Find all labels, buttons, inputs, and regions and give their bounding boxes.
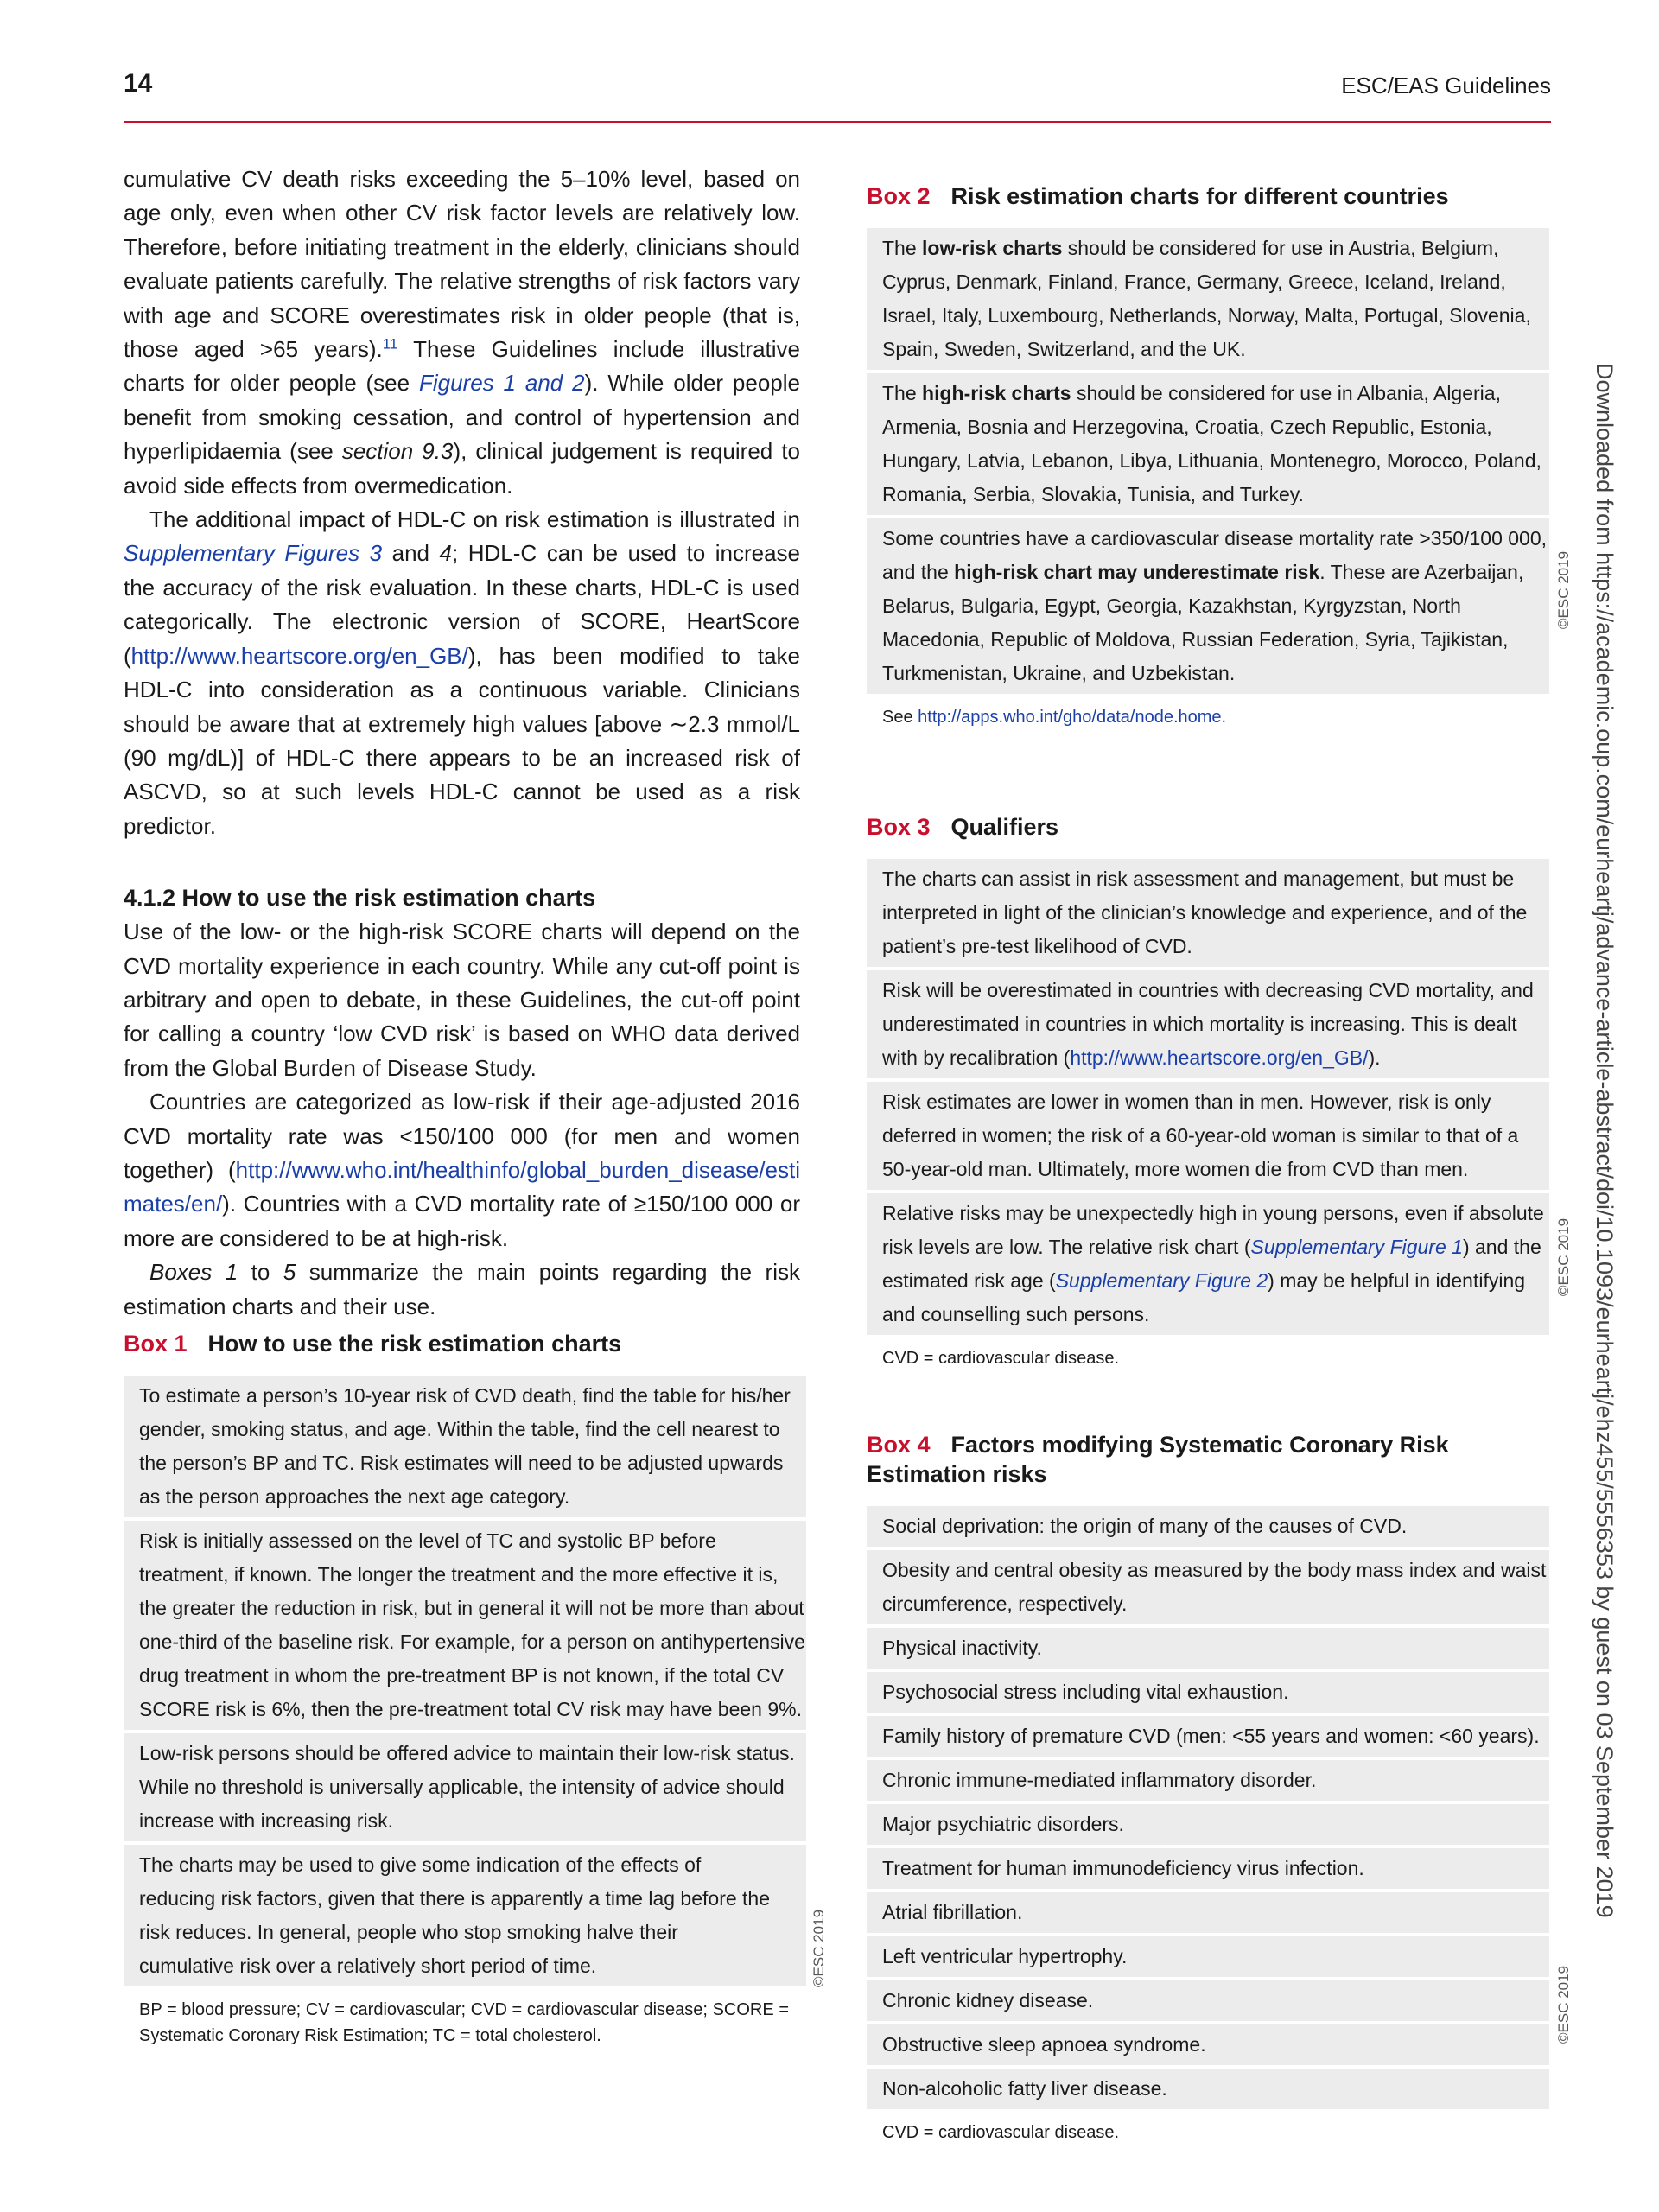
supplementary-figure-2-link[interactable]: Supplementary Figure 2 xyxy=(1055,1269,1268,1292)
running-title: ESC/EAS Guidelines xyxy=(1341,73,1551,99)
box-4-row: Major psychiatric disorders. xyxy=(867,1804,1549,1845)
box-1-footnote: BP = blood pressure; CV = cardiovascular; CVD = cardiovascular disease; SCORE = Systematic Coronary Risk Estimation; TC = total cholesterol. xyxy=(139,2000,789,2045)
left-column xyxy=(124,162,800,1324)
paragraph-boxes xyxy=(124,1255,800,1324)
page-header xyxy=(124,69,1551,104)
box-4-row: Non-alcoholic fatty liver disease. xyxy=(867,2069,1549,2109)
box-4-label: Box 4 xyxy=(867,1432,931,1458)
text: These Guidelines include illustrative charts for older people (see xyxy=(124,336,800,397)
box-4-footnote: CVD = cardiovascular disease. xyxy=(882,2123,1120,2142)
text: ) and the estimated risk age ( xyxy=(882,1236,1541,1292)
box-4-row: Chronic kidney disease. xyxy=(867,1980,1549,2021)
box-3-row: Risk estimates are lower in women than in men. However, risk is only deferred in women; the risk of a 60-year-old woman is similar to that of a 50-year-old man. Ultimately, more women die from CVD than men. xyxy=(867,1082,1549,1190)
box-4-row: Atrial fibrillation. xyxy=(867,1892,1549,1933)
heartscore-link[interactable]: http://www.heartscore.org/en_GB/ xyxy=(130,642,468,669)
box-2-row-high-risk xyxy=(867,373,1549,515)
header-rule xyxy=(124,121,1551,123)
box-1-row: Low-risk persons should be offered advice to maintain their low-risk status. While no threshold is universally applicable, the intensity of advice should increase with increasing risk. xyxy=(124,1733,806,1841)
box-4-row: Chronic immune-mediated inflammatory disorder. xyxy=(867,1760,1549,1801)
box-4-title-text: Factors modifying Systematic Coronary Risk Estimation risks xyxy=(867,1432,1449,1487)
who-link[interactable]: http://www.who.int/healthinfo/global_burden_disease/estimates/en/ xyxy=(124,1156,800,1217)
box-4-row: Obstructive sleep apnoea syndrome. xyxy=(867,2024,1549,2065)
text: Relative risks may be unexpectedly high in young persons, even if absolute risk levels are low. The relative risk chart ( xyxy=(882,1202,1544,1258)
supplementary-figure-1-link[interactable]: Supplementary Figure 1 xyxy=(1250,1236,1463,1258)
box-2-row-very-high xyxy=(867,518,1549,694)
reference-11[interactable]: 11 xyxy=(382,335,398,353)
paragraph-elderly-risk xyxy=(124,162,800,503)
text: ). While older people benefit from smoking cessation, and control of hypertension and hyperlipidaemia (see xyxy=(124,370,801,465)
box-3-row: The charts can assist in risk assessment and management, but must be interpreted in light of the clinician’s knowledge and experience, and of the patient’s pre-test likelihood of CVD. xyxy=(867,859,1549,967)
paragraph-countries xyxy=(124,1085,800,1255)
text: The xyxy=(882,382,923,404)
esc-watermark: ©ESC 2019 xyxy=(810,1909,827,1987)
text: summarize the main points regarding the risk estimation charts and their use. xyxy=(124,1259,800,1319)
high-risk-charts-label: high-risk charts xyxy=(922,382,1071,404)
section-heading: 4.1.2 How to use the risk estimation charts xyxy=(124,885,596,912)
text: cumulative CV death risks exceeding the 5–10% level, based on age only, even when other CV risk factor levels are relatively low. Therefore, before initiating treatment in the elderly, clinicians should evaluate patients carefully. The relative strengths of risk factors vary with age and SCORE overestimates risk in older people (that is, those aged >65 years). xyxy=(124,166,800,363)
box-1-row: Risk is initially assessed on the level of TC and systolic BP before treatment, if known. The longer the treatment and the more effective it is, the greater the reduction in risk, but in general it will not be more than about one-third of the baseline risk. For example, for a person on antihypertensive drug treatment in whom the pre-treatment BP is not known, if the total CV SCORE risk is 6%, then the pre-treatment total CV risk may have been 9%. xyxy=(124,1521,806,1730)
box-1-title xyxy=(124,1329,806,1358)
supplementary-figure-4-ref: 4 xyxy=(439,540,452,567)
box-1-label: Box 1 xyxy=(124,1331,188,1357)
text: ; HDL-C can be used to increase the accuracy of the risk evaluation. In these charts, HDL-C is used categorically. The electronic version of SCORE, HeartScore ( xyxy=(124,540,800,669)
figures-link[interactable]: Figures 1 and 2 xyxy=(418,370,585,397)
box-3-row xyxy=(867,1193,1549,1335)
box-4-row: Family history of premature CVD (men: <55 years and women: <60 years). xyxy=(867,1716,1549,1757)
section-ref: section 9.3 xyxy=(341,438,454,465)
text: The additional impact of HDL-C on risk estimation is illustrated in xyxy=(149,506,800,533)
box-5-ref: 5 xyxy=(283,1259,296,1286)
box-4-row: Left ventricular hypertrophy. xyxy=(867,1936,1549,1977)
box-4-row: Psychosocial stress including vital exhaustion. xyxy=(867,1672,1549,1713)
box-2-rows xyxy=(867,228,1549,694)
box-3-label: Box 3 xyxy=(867,814,931,840)
esc-watermark: ©ESC 2019 xyxy=(1555,1965,1572,2044)
text: should be considered for use in Austria, Belgium, Cyprus, Denmark, Finland, France, Germany, Greece, Iceland, Ireland, Israel, Italy, Luxembourg, Netherlands, Norway, Malta, Portugal, Slovenia, Spain, Sweden, Switzerland, and the UK. xyxy=(882,237,1531,360)
box-1-title-text: How to use the risk estimation charts xyxy=(207,1331,622,1357)
box-3-title xyxy=(867,812,1549,842)
page-number: 14 xyxy=(124,69,153,98)
esc-watermark: ©ESC 2019 xyxy=(1555,1217,1572,1296)
text: . These are Azerbaijan, Belarus, Bulgaria, Egypt, Georgia, Kazakhstan, Kyrgyzstan, North Macedonia, Republic of Moldova, Russian Federation, Syria, Tajikistan, Turkmenistan, Ukraine, and Uzbekistan. xyxy=(882,561,1524,684)
box-1-row: The charts may be used to give some indication of the effects of reducing risk factors, given that there is apparently a time lag before the risk reduces. In general, people who stop smoking halve their cumulative risk over a relatively short period of time. xyxy=(124,1845,806,1986)
box-3-footnote: CVD = cardiovascular disease. xyxy=(882,1349,1120,1368)
boxes-ref: Boxes 1 xyxy=(149,1259,238,1286)
underestimate-label: high-risk chart may underestimate risk xyxy=(954,561,1320,583)
supplementary-figures-link[interactable]: Supplementary Figures 3 xyxy=(124,540,383,567)
box-1-row: To estimate a person’s 10-year risk of CVD death, find the table for his/her gender, smoking status, and age. Within the table, find the cell nearest to the person’s BP and TC. Risk estimates will need to be adjusted upwards as the person approaches the next age category. xyxy=(124,1376,806,1517)
box-4-row: Physical inactivity. xyxy=(867,1628,1549,1669)
text: The xyxy=(882,237,923,259)
box-3 xyxy=(867,812,1549,1371)
low-risk-charts-label: low-risk charts xyxy=(922,237,1063,259)
box-2-title-text: Risk estimation charts for different countries xyxy=(950,183,1449,209)
box-4-row: Social deprivation: the origin of many of the causes of CVD. xyxy=(867,1506,1549,1547)
text: Risk will be overestimated in countries with decreasing CVD mortality, and underestimated in countries in which mortality is increasing. This is dealt with by recalibration ( xyxy=(882,979,1534,1069)
who-gho-link[interactable]: http://apps.who.int/gho/data/node.home. xyxy=(918,708,1227,727)
download-note: Downloaded from https://academic.oup.com/eurheartj/advance-article-abstract/doi/10.1093/eurheartj/ehz455/5556353 by guest on 03 September 2019 xyxy=(1592,363,1618,1918)
text: ), clinical judgement is required to avoid side effects from overmedication. xyxy=(124,438,801,499)
text: ). xyxy=(1368,1046,1381,1069)
box-2-row-low-risk xyxy=(867,228,1549,370)
esc-watermark: ©ESC 2019 xyxy=(1555,550,1572,629)
box-3-rows xyxy=(867,859,1549,1335)
box-1 xyxy=(124,1329,806,2049)
text: ), has been modified to take HDL-C into consideration as a continuous variable. Clinicians should be aware that at extremely high values [above ∼2.3 mmol/L (90 mg/dL)] of HDL-C there appears to be an increased risk of ASCVD, so at such levels HDL-C cannot be used as a risk predictor. xyxy=(124,642,800,839)
box-2 xyxy=(867,181,1549,730)
box-3-row xyxy=(867,970,1549,1078)
box-4-title xyxy=(867,1430,1549,1489)
box-2-label: Box 2 xyxy=(867,183,931,209)
box-3-title-text: Qualifiers xyxy=(950,814,1059,840)
box-4-row: Treatment for human immunodeficiency virus infection. xyxy=(867,1848,1549,1889)
text: to xyxy=(238,1259,283,1286)
text: and xyxy=(382,540,440,567)
box-4-row: Obesity and central obesity as measured by the body mass index and waist circumference, respectively. xyxy=(867,1550,1549,1624)
box-4 xyxy=(867,1430,1549,2145)
text: Some countries have a cardiovascular disease mortality rate >350/100 000, and the xyxy=(882,527,1548,583)
text: See xyxy=(882,708,918,727)
text: should be considered for use in Albania, Algeria, Armenia, Bosnia and Herzegovina, Croatia, Czech Republic, Estonia, Hungary, Latvia, Lebanon, Libya, Lithuania, Montenegro, Morocco, Poland, Romania, Serbia, Slovakia, Tunisia, and Turkey. xyxy=(882,382,1541,505)
box-4-rows xyxy=(867,1506,1549,2109)
paragraph-hdl xyxy=(124,503,800,843)
box-1-rows xyxy=(124,1376,806,1986)
heartscore-link[interactable]: http://www.heartscore.org/en_GB/ xyxy=(1070,1046,1369,1069)
box-2-title xyxy=(867,181,1549,211)
text: ). Countries with a CVD mortality rate of ≥150/100 000 or more are considered to be at high-risk. xyxy=(124,1191,800,1251)
box-2-footnote xyxy=(867,704,1549,730)
text: Countries are categorized as low-risk if their age-adjusted 2016 CVD mortality rate was <150/100 000 (for men and women together) ( xyxy=(124,1089,800,1183)
paragraph-chart-use: Use of the low- or the high-risk SCORE charts will depend on the CVD mortality experience in each country. While any cut-off point is arbitrary and open to debate, in these Guidelines, the cut-off point for calling a country ‘low CVD risk’ is based on WHO data derived from the Global Burden of Disease Study. xyxy=(124,918,800,1081)
text: ) may be helpful in identifying and counselling such persons. xyxy=(882,1269,1526,1325)
